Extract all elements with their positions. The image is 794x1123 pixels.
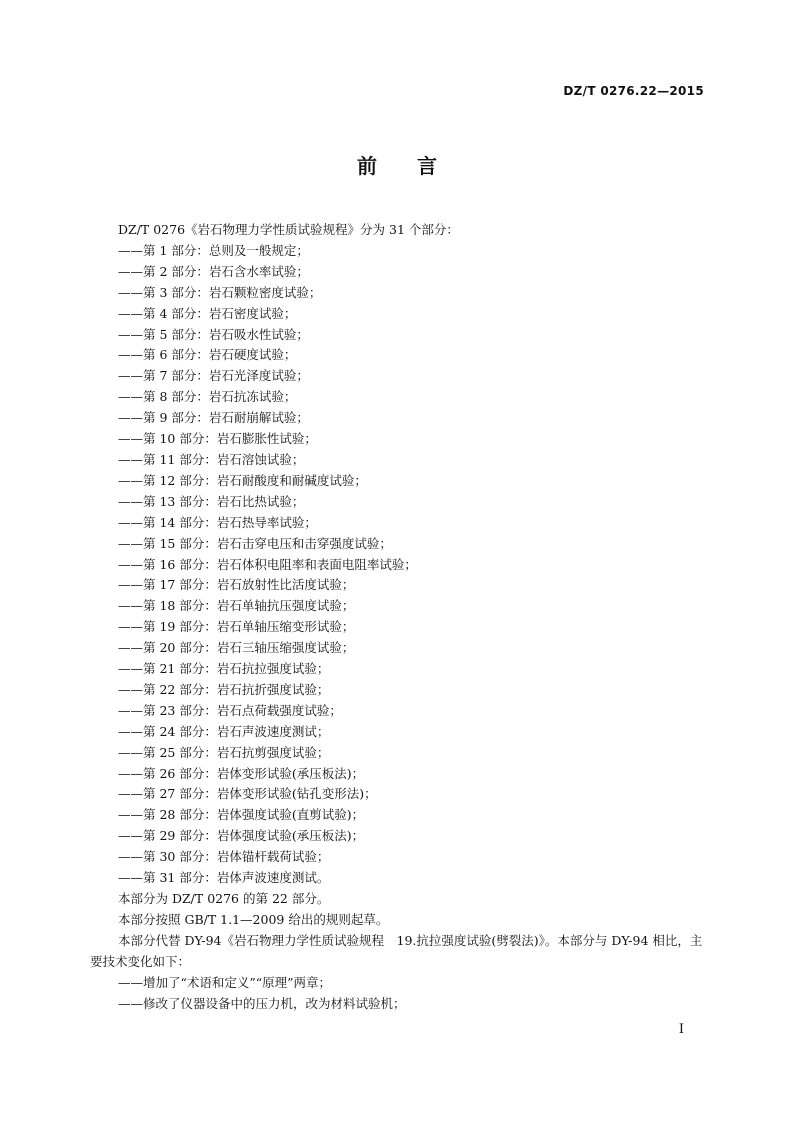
part-list-item: ——第 2 部分：岩石含水率试验；: [118, 263, 309, 279]
part-list-item: ——第 1 部分：总则及一般规定；: [118, 242, 309, 258]
part-list-item: ——第 9 部分：岩石耐崩解试验；: [118, 410, 309, 426]
changes-list: [90, 973, 708, 1015]
part-list-item: ——第 24 部分：岩石声波速度测试；: [118, 723, 330, 739]
part-list-item: ——第 8 部分：岩石抗冻试验；: [118, 389, 297, 405]
foreword-body: [90, 220, 708, 1014]
part-list-item: ——第 28 部分：岩体强度试验(直剪试验)；: [118, 807, 365, 823]
part-list-item: ——第 10 部分：岩石膨胀性试验；: [118, 431, 317, 447]
part-list-item: ——第 29 部分：岩体强度试验(承压板法)；: [118, 828, 365, 844]
change-list-item: ——修改了仪器设备中的压力机，改为材料试验机；: [118, 995, 406, 1011]
part-list-item: ——第 26 部分：岩体变形试验(承压板法)；: [118, 765, 365, 781]
standard-code: DZ/T 0276.22—2015: [563, 84, 704, 98]
part-list-item: ——第 27 部分：岩体变形试验(钻孔变形法)；: [118, 786, 377, 802]
part-list-item: ——第 6 部分：岩石硬度试验；: [118, 347, 297, 363]
part-list-item: ——第 21 部分：岩石抗拉强度试验；: [118, 661, 330, 677]
part-list-item: ——第 23 部分：岩石点荷载强度试验；: [118, 702, 342, 718]
part-list-item: ——第 19 部分：岩石单轴压缩变形试验；: [118, 619, 355, 635]
change-list-item: ——增加了“术语和定义”“原理”两章；: [118, 974, 332, 990]
part-list-item: ——第 7 部分：岩石光泽度试验；: [118, 368, 309, 384]
part-list-item: ——第 5 部分：岩石吸水性试验；: [118, 326, 309, 342]
part-list-item: ——第 20 部分：岩石三轴压缩强度试验；: [118, 640, 355, 656]
part-list-item: ——第 14 部分：岩石热导率试验；: [118, 514, 317, 530]
part-list-item: ——第 4 部分：岩石密度试验；: [118, 305, 297, 321]
parts-list: [90, 241, 708, 889]
part-list-item: ——第 15 部分：岩石击穿电压和击穿强度试验；: [118, 535, 392, 551]
paragraph-part-number: 本部分为 DZ/T 0276 的第 22 部分。: [118, 891, 330, 906]
part-list-item: ——第 22 部分：岩石抗折强度试验；: [118, 681, 330, 697]
part-list-item: ——第 16 部分：岩石体积电阻率和表面电阻率试验；: [118, 556, 417, 572]
intro-paragraph: DZ/T 0276《岩石物理力学性质试验规程》分为 31 个部分：: [118, 222, 459, 237]
part-list-item: ——第 3 部分：岩石颗粒密度试验；: [118, 284, 322, 300]
part-list-item: ——第 13 部分：岩石比热试验；: [118, 493, 305, 509]
part-list-item: ——第 31 部分：岩体声波速度测试。: [118, 870, 330, 886]
part-list-item: ——第 12 部分：岩石耐酸度和耐碱度试验；: [118, 472, 367, 488]
part-list-item: ——第 18 部分：岩石单轴抗压强度试验；: [118, 598, 355, 614]
part-list-item: ——第 30 部分：岩体锚杆载荷试验；: [118, 849, 330, 865]
part-list-item: ——第 17 部分：岩石放射性比活度试验；: [118, 577, 355, 593]
paragraph-replaces: 本部分代替 DY-94《岩石物理力学性质试验规程 19.抗拉强度试验(劈裂法)》。本部分与 DY-94 相比，主要技术变化如下：: [90, 932, 703, 969]
part-list-item: ——第 11 部分：岩石溶蚀试验；: [118, 451, 305, 467]
part-list-item: ——第 25 部分：岩石抗剪强度试验；: [118, 744, 330, 760]
page-number: I: [678, 1022, 684, 1037]
paragraph-drafting-rules: 本部分按照 GB/T 1.1—2009 给出的规则起草。: [118, 911, 389, 927]
page-title: 前言: [357, 154, 477, 178]
